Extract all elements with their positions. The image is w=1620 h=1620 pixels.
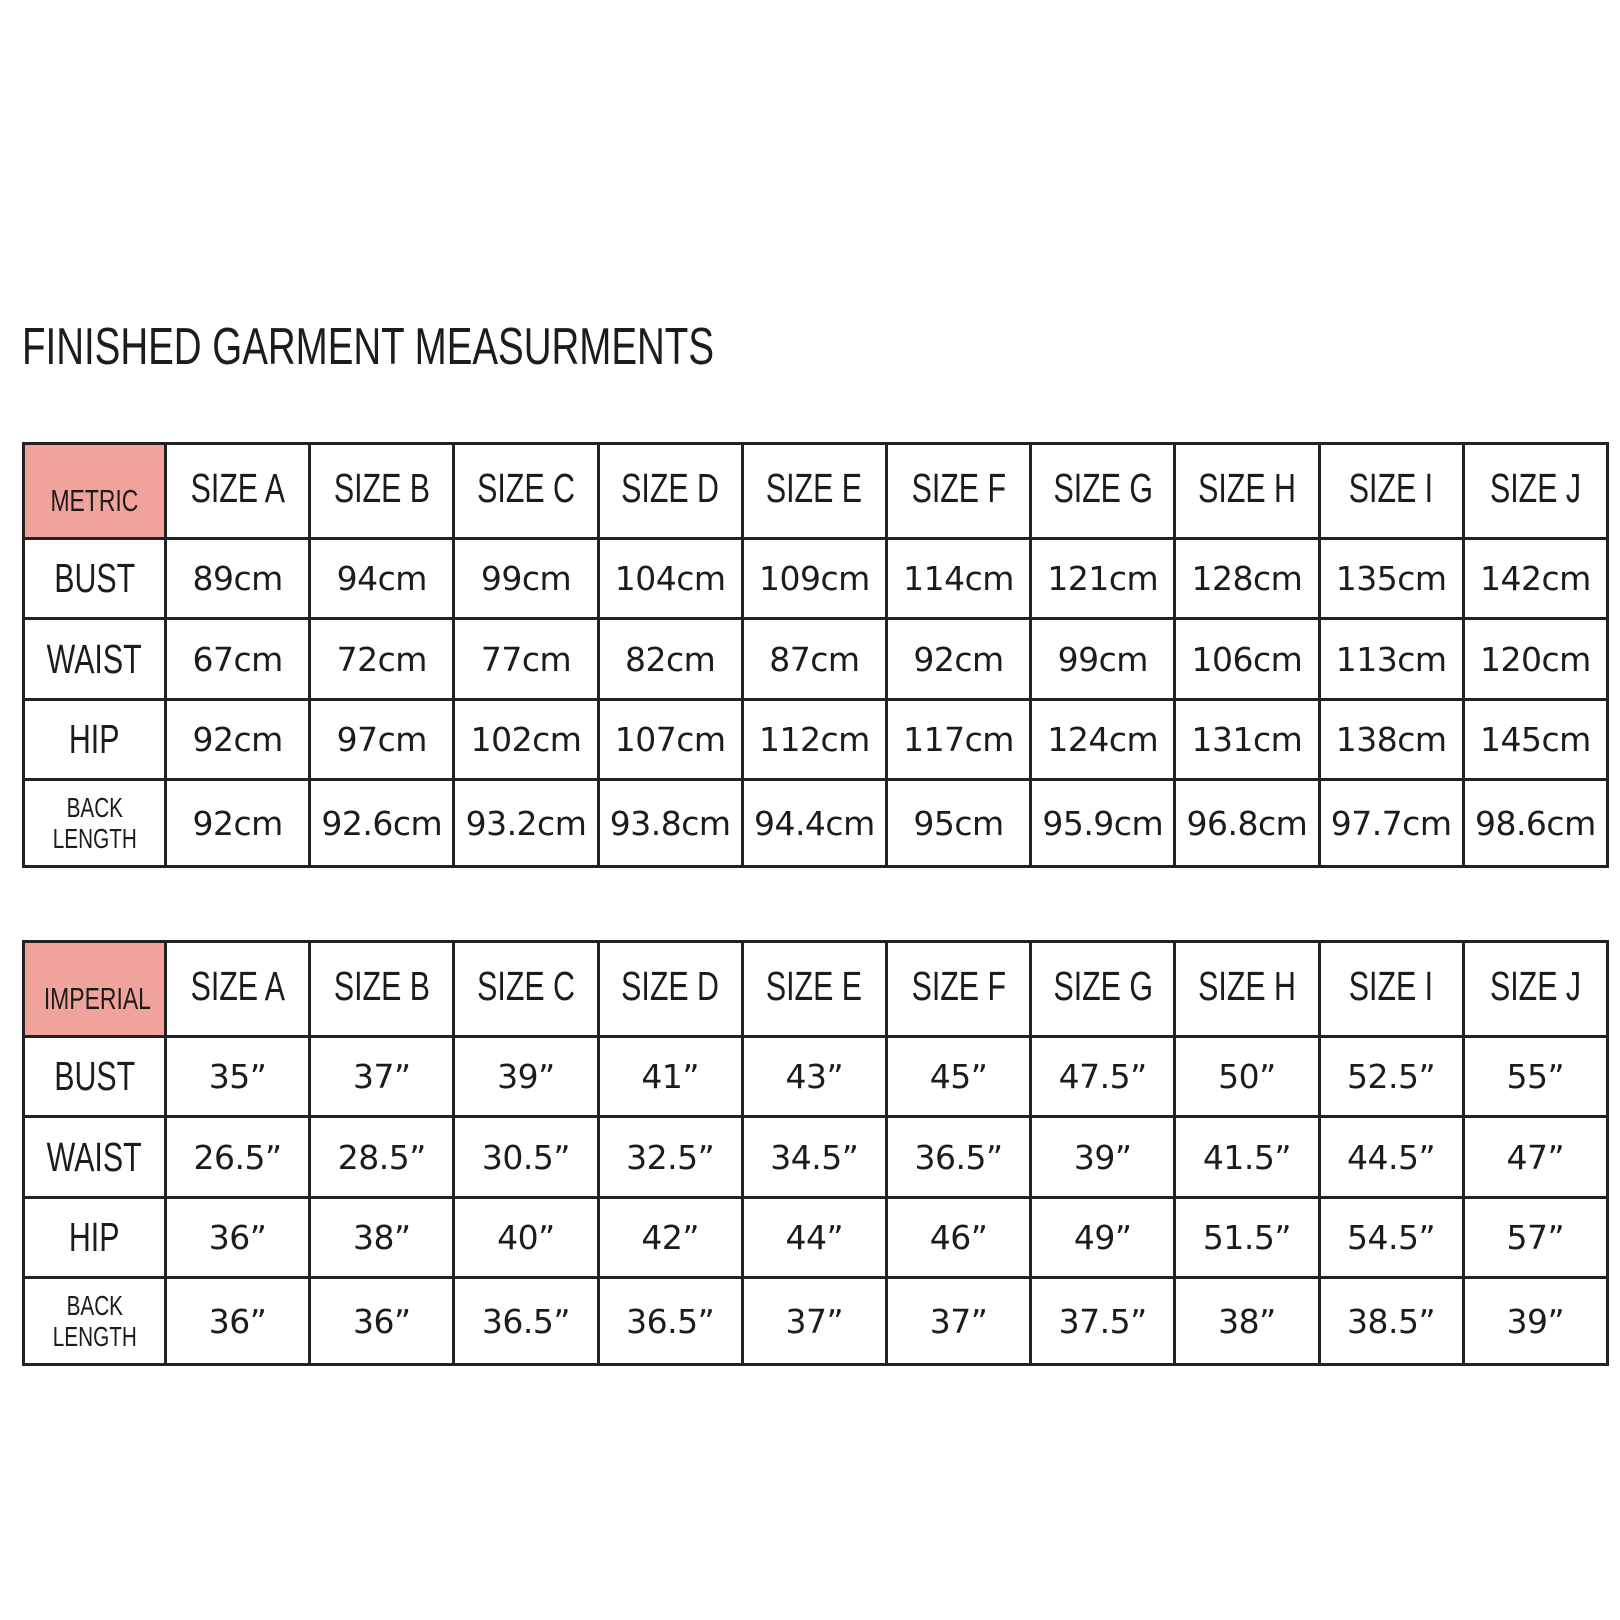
imperial-size-h-header: SIZE H [1175,942,1319,1037]
imperial-size-d-header: SIZE D [598,942,742,1037]
metric-back-length-row [24,780,1608,867]
table-cell: 99cm [454,538,598,619]
table-cell: 124cm [1031,699,1175,780]
table-cell: 145cm [1463,699,1607,780]
table-cell: 92cm [166,780,310,867]
imperial-label-cell [24,942,166,1037]
table-cell: 37.5” [1031,1278,1175,1365]
table-cell: 47.5” [1031,1036,1175,1117]
table-cell: 98.6cm [1463,780,1607,867]
table-cell: 38.5” [1319,1278,1463,1365]
table-cell: 26.5” [166,1117,310,1198]
metric-size-j-header: SIZE J [1463,444,1607,539]
table-cell: 36.5” [454,1278,598,1365]
table-cell: 97.7cm [1319,780,1463,867]
table-cell: 39” [454,1036,598,1117]
metric-size-b-header: SIZE B [310,444,454,539]
table-cell: 72cm [310,619,454,700]
table-cell: 95.9cm [1031,780,1175,867]
table-cell: 36” [166,1197,310,1278]
table-cell: 94cm [310,538,454,619]
table-cell: 102cm [454,699,598,780]
imperial-size-g-header: SIZE G [1031,942,1175,1037]
table-cell: 28.5” [310,1117,454,1198]
imperial-size-f-header: SIZE F [886,942,1030,1037]
imperial-header-row [24,942,1608,1037]
metric-size-d-header: SIZE D [598,444,742,539]
table-cell: 54.5” [1319,1197,1463,1278]
table-cell: 128cm [1175,538,1319,619]
table-cell: 44.5” [1319,1117,1463,1198]
table-cell: 35” [166,1036,310,1117]
table-cell: 41” [598,1036,742,1117]
metric-table [22,442,1609,868]
metric-size-h-header: SIZE H [1175,444,1319,539]
imperial-waist-row [24,1117,1608,1198]
table-cell: 93.8cm [598,780,742,867]
table-cell: 38” [310,1197,454,1278]
imperial-size-a-header: SIZE A [166,942,310,1037]
table-cell: 82cm [598,619,742,700]
metric-size-e-header: SIZE E [742,444,886,539]
table-cell: 36.5” [598,1278,742,1365]
table-cell: 99cm [1031,619,1175,700]
metric-label: METRIC [50,482,139,518]
table-cell: 138cm [1319,699,1463,780]
table-cell: 114cm [886,538,1030,619]
table-cell: 67cm [166,619,310,700]
table-cell: 121cm [1031,538,1175,619]
table-cell: 97cm [310,699,454,780]
table-cell: 44” [742,1197,886,1278]
table-cell: 37” [310,1036,454,1117]
table-cell: 37” [886,1278,1030,1365]
table-cell: 36” [310,1278,454,1365]
table-cell: 57” [1463,1197,1607,1278]
table-cell: 77cm [454,619,598,700]
imperial-back-length-row [24,1278,1608,1365]
table-cell: 46” [886,1197,1030,1278]
imperial-size-i-header: SIZE I [1319,942,1463,1037]
table-cell: 92.6cm [310,780,454,867]
table-cell: 96.8cm [1175,780,1319,867]
metric-size-g-header: SIZE G [1031,444,1175,539]
table-cell: 47” [1463,1117,1607,1198]
imperial-waist-label: WAIST [24,1117,166,1198]
metric-hip-row [24,699,1608,780]
table-cell: 37” [742,1278,886,1365]
table-cell: 55” [1463,1036,1607,1117]
imperial-size-j-header: SIZE J [1463,942,1607,1037]
table-cell: 92cm [166,699,310,780]
table-cell: 51.5” [1175,1197,1319,1278]
imperial-bust-label: BUST [24,1036,166,1117]
metric-header-row [24,444,1608,539]
metric-size-i-header: SIZE I [1319,444,1463,539]
metric-label-cell [24,444,166,539]
table-cell: 142cm [1463,538,1607,619]
table-cell: 87cm [742,619,886,700]
table-cell: 38” [1175,1278,1319,1365]
table-cell: 39” [1031,1117,1175,1198]
table-cell: 36” [166,1278,310,1365]
table-cell: 92cm [886,619,1030,700]
imperial-hip-label: HIP [24,1197,166,1278]
imperial-bust-row [24,1036,1608,1117]
table-cell: 89cm [166,538,310,619]
table-cell: 95cm [886,780,1030,867]
table-cell: 94.4cm [742,780,886,867]
table-cell: 113cm [1319,619,1463,700]
table-cell: 131cm [1175,699,1319,780]
page-title: FINISHED GARMENT MEASURMENTS [22,318,714,376]
metric-back-length-label: BACK LENGTH [24,780,166,867]
table-cell: 109cm [742,538,886,619]
metric-bust-row [24,538,1608,619]
table-cell: 117cm [886,699,1030,780]
table-cell: 36.5” [886,1117,1030,1198]
table-cell: 34.5” [742,1117,886,1198]
table-cell: 32.5” [598,1117,742,1198]
table-cell: 106cm [1175,619,1319,700]
metric-bust-label: BUST [24,538,166,619]
imperial-size-c-header: SIZE C [454,942,598,1037]
table-cell: 50” [1175,1036,1319,1117]
metric-size-c-header: SIZE C [454,444,598,539]
table-cell: 39” [1463,1278,1607,1365]
table-cell: 112cm [742,699,886,780]
imperial-table [22,940,1609,1366]
imperial-hip-row [24,1197,1608,1278]
table-cell: 135cm [1319,538,1463,619]
imperial-label: IMPERIAL [43,980,151,1016]
imperial-size-e-header: SIZE E [742,942,886,1037]
metric-size-a-header: SIZE A [166,444,310,539]
table-cell: 104cm [598,538,742,619]
table-cell: 93.2cm [454,780,598,867]
table-cell: 42” [598,1197,742,1278]
table-cell: 107cm [598,699,742,780]
metric-size-f-header: SIZE F [886,444,1030,539]
table-cell: 30.5” [454,1117,598,1198]
metric-waist-label: WAIST [24,619,166,700]
table-cell: 120cm [1463,619,1607,700]
table-cell: 49” [1031,1197,1175,1278]
table-cell: 45” [886,1036,1030,1117]
table-cell: 40” [454,1197,598,1278]
table-cell: 43” [742,1036,886,1117]
imperial-size-b-header: SIZE B [310,942,454,1037]
table-cell: 41.5” [1175,1117,1319,1198]
imperial-back-length-label: BACK LENGTH [24,1278,166,1365]
metric-waist-row [24,619,1608,700]
metric-hip-label: HIP [24,699,166,780]
table-cell: 52.5” [1319,1036,1463,1117]
